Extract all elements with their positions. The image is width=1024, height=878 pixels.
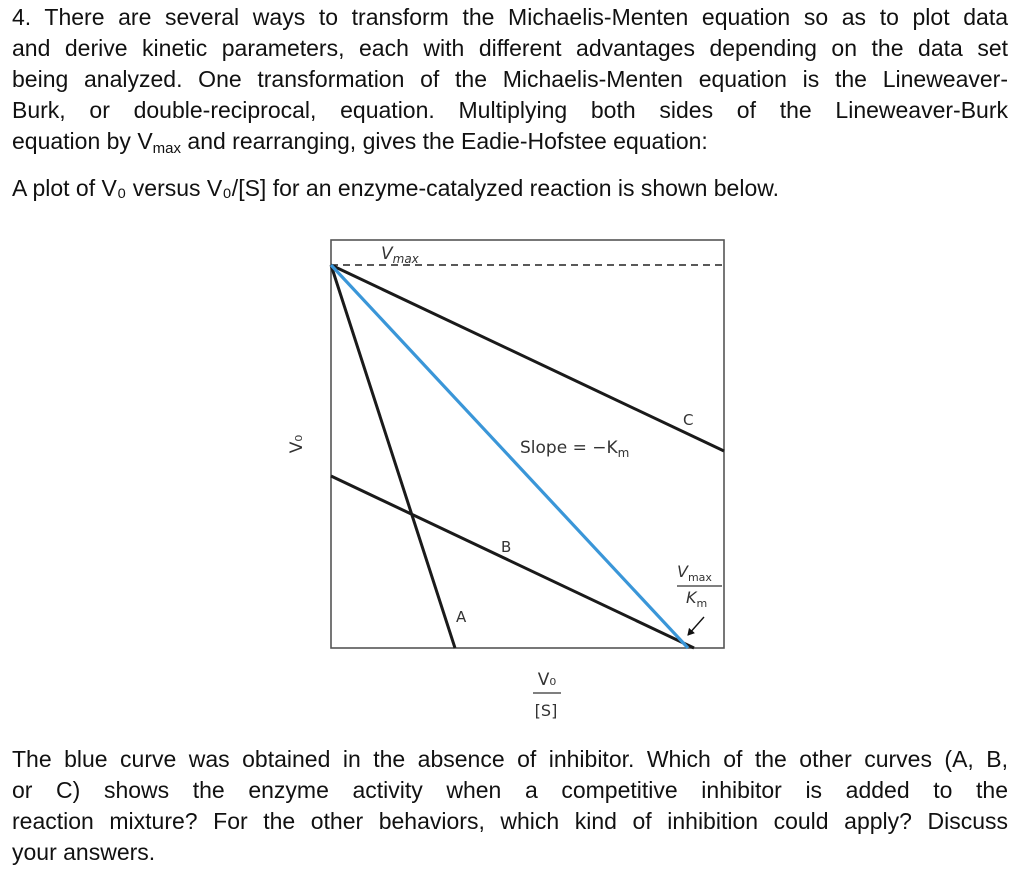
vmax-label-sub: max (392, 252, 419, 266)
intro-line-4: Burk, or double-reciprocal, equation. Multiplying both sides of the Lineweaver-Burk (12, 97, 1008, 123)
intro-line-1: 4. There are several ways to transform the Michaelis-Menten equation so as to plot data (12, 4, 1008, 30)
x-intercept-denominator (686, 588, 707, 610)
intro-line-5-part-b: and rearranging, gives the Eadie-Hofstee equation: (181, 128, 708, 154)
x-intercept-numerator-sub: max (687, 571, 712, 584)
closing-line-3: reaction mixture? For the other behaviors, which kind of inhibition could apply? Discuss (12, 808, 1008, 834)
curve-a-label: A (456, 608, 467, 626)
x-intercept-numerator (677, 562, 712, 584)
slope-label-sub: m (617, 446, 630, 460)
curve-a-line (331, 265, 455, 648)
curve-b-label: B (501, 538, 512, 556)
x-intercept-denominator-main: K (686, 588, 697, 607)
closing-line-1: The blue curve was obtained in the absence of inhibitor. Which of the other curves (A, B, (12, 746, 1008, 772)
y-axis-label: V₀ (287, 434, 307, 454)
curve-c-line (331, 265, 724, 451)
curve-c-label: C (683, 411, 694, 429)
plot-caption: A plot of V₀ versus V₀/[S] for an enzyme-catalyzed reaction is shown below. (12, 175, 779, 201)
vmax-dashed-label (381, 244, 420, 266)
intro-line-2: and derive kinetic parameters, each with different advantages depending on the data set (12, 35, 1008, 61)
closing-line-2: or C) shows the enzyme activity when a competitive inhibitor is added to the (12, 777, 1008, 803)
intro-line-5 (12, 126, 1008, 157)
eadie-hofstee-figure (270, 225, 750, 725)
intro-line-5-part-a: equation by V (12, 128, 153, 154)
uninhibited-line (331, 265, 688, 648)
curve-b-line (331, 476, 694, 648)
intro-line-5-vmax-subscript: max (152, 140, 182, 157)
x-intercept-denominator-sub: m (696, 597, 708, 610)
slope-label (520, 438, 629, 460)
intro-line-3: being analyzed. One transformation of the Michaelis-Menten equation is the Lineweaver- (12, 66, 1008, 92)
question-intro (12, 2, 1008, 157)
question-closing (12, 744, 1008, 868)
x-axis-numerator: V₀ (537, 670, 557, 690)
x-axis-denominator: [S] (534, 701, 558, 720)
x-intercept-numerator-main: V (677, 562, 688, 581)
slope-label-main: Slope = −K (520, 438, 618, 458)
closing-line-4: your answers. (12, 839, 156, 865)
x-intercept-arrow (688, 617, 704, 635)
vmax-label-main: V (381, 244, 393, 264)
